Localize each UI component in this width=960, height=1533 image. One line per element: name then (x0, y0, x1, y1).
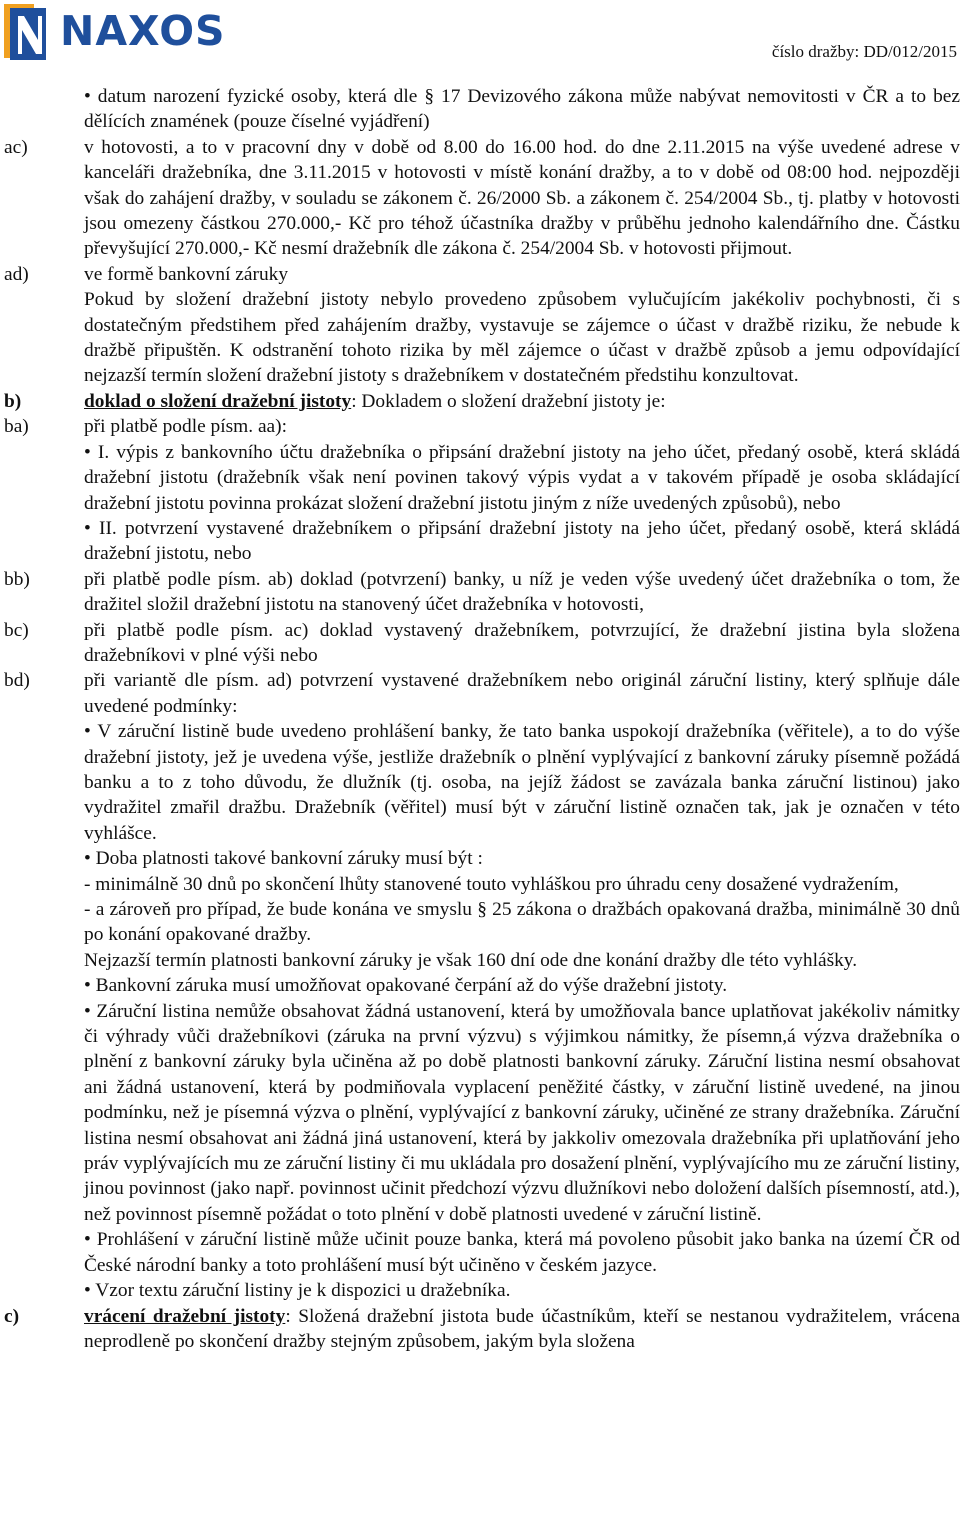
item-label: ad) (4, 263, 29, 285)
list-item (4, 668, 960, 719)
item-text: • V záruční listině bude uvedeno prohlášení banky, že tato banka uspokojí dražebníka (věřitele), a to do výše dražební jistoty, jež je uvedena výše, jestliže dražebník o plnění vyplývající z bankovní záruky písemně požádá banku a to z toho důvodu, že dlužník (tj. osoba, na jejíž žádost se zavázala banka záruční listinou) jako vydražitel zmařil dražbu. Dražebník (věřitel) musí být v záruční listině označen tak, jak je označen v této vyhlášce. (84, 721, 960, 844)
section-b (4, 389, 960, 414)
list-item (4, 135, 960, 262)
list-item (4, 973, 960, 998)
item-text: při variantě dle písm. ad) potvrzení vystavené dražebníkem nebo originál záruční listiny, který splňuje dále uvedené podmínky: (84, 670, 960, 717)
item-text: • I. výpis z bankovního účtu dražebníka o připsání dražební jistoty na jeho účet, předaný osobě, která skládá dražební jistotu (dražebník však není povinen takový výpis vydat a v takovém případě je osoba skládající dražební jistotu povinna prokázat složení dražební jistotu jiným z níže uvedených způsobů), nebo (84, 441, 960, 514)
section-c (4, 1304, 960, 1355)
item-label (4, 84, 84, 135)
list-item (4, 846, 960, 871)
list-item (4, 287, 960, 389)
list-item (4, 719, 960, 846)
item-text: • Záruční listina nemůže obsahovat žádná ustanovení, která by umožňovala bance uplatňovat jakékoliv námitky či výhrady vůči dražebníkovi (záruka na první výzvu) s výjimkou námitky, že písemn,á výzva dražebníka o plnění z bankovní záruky byla učiněna až po době platnosti bankovní záruky. Záruční listina nesmí obsahovat ani žádná ustanovení, která by podmiňovala vyplacení peněžité částky, v záruční listině uvedené, na jinou podmínku, než je písemná výzva o plnění, vyplývající z bankovní záruky, učiněné ze strany dražebníka. Záruční listina nesmí obsahovat ani žádná jiná ustanovení, která by jakkoliv omezovala dražebníka při uplatňování jeho práv vyplývajících mu ze záruční listiny či mu ukládala pro dosažení plnění, vyplývajícího mu ze záruční listiny, jinou povinnost (jako např. povinnost učinit předchozí výzvu dlužníkovi nebo doložení dalších písemností, atd.), než povinnost písemně požádat o toto plnění v době platnosti uvedené v záruční listině. (84, 1000, 960, 1225)
item-label (4, 719, 84, 846)
section-text: : Dokladem o složení dražební jistoty je: (351, 390, 666, 412)
list-item (4, 948, 960, 973)
section-text: : Složená dražební jistota bude účastníkům, kteří se nestanou vydražitelem, vrácena neprodleně po skončení dražby stejným způsobem, jakým byla složena (84, 1305, 960, 1352)
document-body (4, 84, 960, 1354)
item-text: • Bankovní záruka musí umožňovat opakované čerpání až do výše dražební jistoty. (84, 975, 728, 997)
item-text: • Prohlášení v záruční listině může učinit pouze banka, která má povoleno působit jako banka na území ČR od České národní banky a toto prohlášení musí být učiněno v českém jazyce. (84, 1229, 960, 1276)
list-item (4, 84, 960, 135)
item-label: bb) (4, 568, 30, 590)
item-text: • II. potvrzení vystavené dražebníkem o připsání dražební jistoty na jeho účet, předaný osobě, která skládá dražební jistotu, nebo (84, 517, 960, 565)
auction-number: číslo dražby: DD/012/2015 (771, 42, 957, 61)
item-text: • datum narození fyzické osoby, která dle § 17 Devizového zákona může nabývat nemovitosti v ČR a to bez dělících znamének (pouze číselné vyjádření) (84, 86, 960, 133)
naxos-logo (4, 2, 226, 60)
item-text: - a zároveň pro případ, že bude konána ve smyslu § 25 zákona o dražbách opakovaná dražba, minimálně 30 dnů po konání opakované dražby. (84, 899, 960, 946)
item-text: ve formě bankovní záruky (84, 263, 289, 285)
item-label (4, 1278, 84, 1303)
item-text: v hotovosti, a to v pracovní dny v době od 8.00 do 16.00 hod. do dne 2.11.2015 na výše uvedené adrese v kanceláři dražebníka, dne 3.11.2015 v hotovosti v místě konání dražby, a to v době od 08:00 hod. nejpozději však do zahájení dražby, v souladu se zákonem č. 26/2000 Sb. a zákonem č. 254/2004 Sb., tj. platby v hotovosti jsou omezeny částkou 270.000,- Kč pro téhož účastníka dražby v průběhu jednoho kalendářního dne. Částku převyšující 270.000,- Kč nesmí dražebník dle zákona č. 254/2004 Sb. v hotovosti přijmout. (84, 136, 960, 260)
item-label (4, 897, 84, 948)
list-item (4, 440, 960, 516)
item-text: při platbě podle písm. ab) doklad (potvrzení) banky, u níž je veden výše uvedený účet dražebníka o tom, že dražitel složil dražební jistotu na stanovený účet dražebníka v hotovosti, (84, 568, 960, 616)
page-header (0, 0, 960, 62)
item-label: ba) (4, 416, 29, 438)
list-item (4, 999, 960, 1228)
item-text: - minimálně 30 dnů po skončení lhůty stanovené touto vyhláškou pro úhradu ceny dosažené vydražením, (84, 873, 899, 895)
item-label: ac) (4, 136, 28, 158)
item-text: Pokud by složení dražební jistoty nebylo provedeno způsobem vylučujícím jakékoliv pochybnosti, či s dostatečným předstihem před zahájením dražby, vystavuje se zájemce o účast v dražbě riziku, že nebude k dražbě připuštěn. K odstranění tohoto rizika by měl zájemce o účast v dražbě způsob a jemu odpovídající nejzazší termín složení dražební jistoty s dražebníkem v dostatečném předstihu konzultovat. (84, 289, 960, 387)
list-item (4, 1227, 960, 1278)
list-item (4, 897, 960, 948)
item-text: při platbě podle písm. ac) doklad vystavený dražebníkem, potvrzující, že dražební jistina byla složena dražebníkovi v plné výši nebo (84, 619, 960, 666)
item-text: • Vzor textu záruční listiny je k dispozici u dražebníka. (84, 1280, 511, 1302)
item-text: při platbě podle písm. aa): (84, 416, 288, 438)
naxos-logo-mark-icon (4, 2, 52, 60)
list-item (4, 414, 960, 439)
item-label (4, 1227, 84, 1278)
section-label: b) (4, 390, 22, 412)
item-text: • Doba platnosti takové bankovní záruky musí být : (84, 848, 483, 870)
item-label (4, 973, 84, 998)
item-label (4, 287, 84, 389)
logo-wordmark: NAXOS (60, 6, 226, 55)
item-label: bc) (4, 619, 29, 641)
list-item (4, 1278, 960, 1303)
section-heading: doklad o složení dražební jistoty (84, 390, 352, 412)
list-item (4, 262, 960, 287)
item-label (4, 999, 84, 1228)
list-item (4, 872, 960, 897)
item-label: bd) (4, 670, 30, 692)
item-text: Nejzazší termín platnosti bankovní záruky je však 160 dní ode dne konání dražby dle této vyhlášky. (84, 949, 858, 971)
list-item (4, 618, 960, 669)
item-label (4, 846, 84, 871)
list-item (4, 567, 960, 618)
item-label (4, 516, 84, 567)
item-label (4, 872, 84, 897)
list-item (4, 516, 960, 567)
section-label: c) (4, 1305, 20, 1327)
section-heading: vrácení dražební jistoty (84, 1305, 286, 1327)
item-label (4, 440, 84, 516)
item-label (4, 948, 84, 973)
